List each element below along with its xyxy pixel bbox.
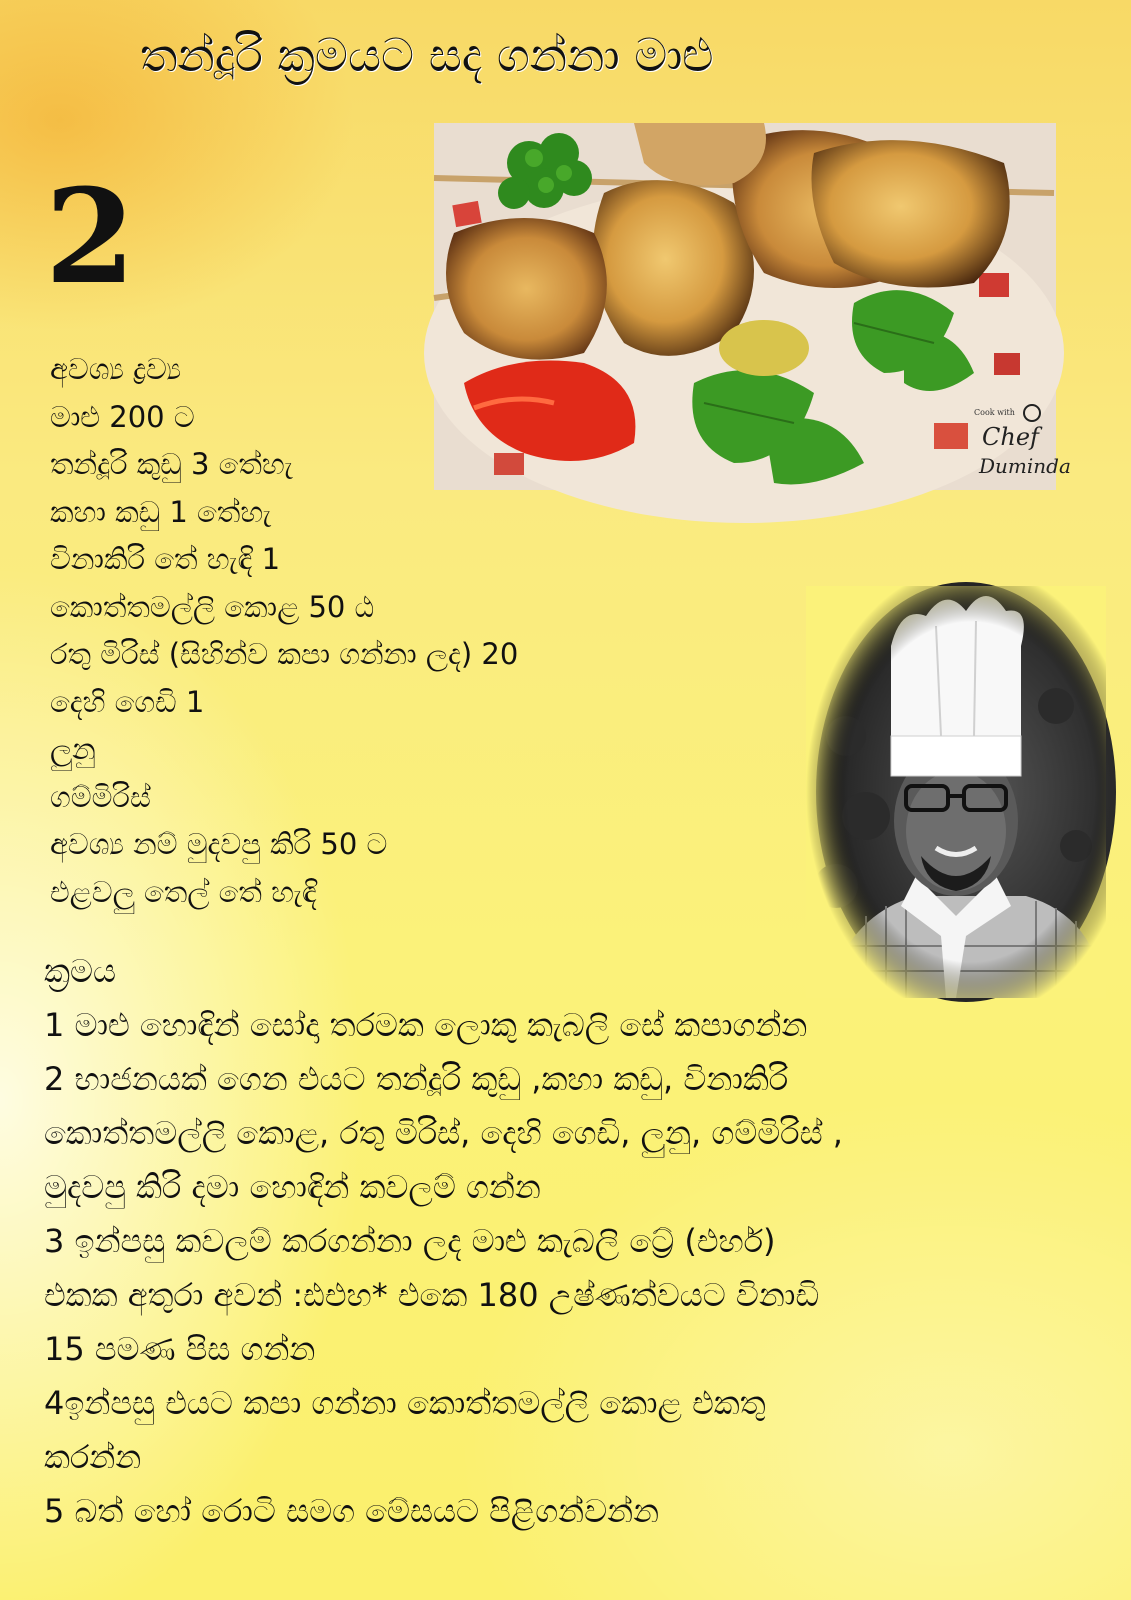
ingredient-item: තන්දූරි කුඩු 3 තේහැ <box>50 447 293 481</box>
ingredient-item: මාළු 200 ට <box>50 399 195 434</box>
method-step-line: 5 බත් හෝ රොටි සමග මේසයට පිළිගන්වන්න <box>44 1492 660 1530</box>
svg-text:Chef: Chef <box>982 423 1039 451</box>
ingredient-item: ගම්මිරිස් <box>50 779 151 814</box>
ingredient-item: රතු මිරිස් (සිහින්ව කපා ගන්නා ලද) 20 <box>50 637 519 671</box>
method-heading: ක්‍රමය <box>44 952 117 990</box>
ingredients-heading: අවශ්‍ය ද්‍රව්‍ය <box>50 352 182 386</box>
method-step-line: 15 පමණ පිස ගන්න <box>44 1330 316 1368</box>
ingredients-list <box>50 346 810 916</box>
recipe-number: 2 <box>45 160 136 313</box>
method-step-line: එකක අතුරා අවන් :ඪඑහ* එකෙ 180 උෂ්ණත්වයට විනාඩි <box>44 1276 820 1314</box>
ingredient-item: විනාකිරි තේ හැඳි 1 <box>50 542 281 576</box>
ingredient-item: කොත්තමල්ලි කොළ 50 ඨ <box>50 589 375 624</box>
method-step-line: 4ඉන්පසු එයට කපා ගන්නා කොත්තමල්ලි කොළ එකතු <box>44 1384 766 1422</box>
method-step-line: 3 ඉන්පසු කවලම් කරගන්නා ලද මාළු කැබලි ට්‍රේ (එර්හ) <box>44 1222 776 1260</box>
ingredient-item: දෙහි ගෙඩි 1 <box>50 684 205 719</box>
method-step-line: මුදවපු කිරි දමා හොඳින් කවලම් ගන්න <box>44 1168 541 1206</box>
chef-portrait <box>806 586 1106 998</box>
method-step-line: කොත්තමල්ලි කොළ, රතු මිරිස්, දෙහි ගෙඩි, ලුනු, ගම්මිරිස් , <box>44 1114 843 1152</box>
ingredient-item: අවශ්‍ය නම් මුදවපු කිරි 50 ට <box>50 827 388 861</box>
ingredient-item: එළවලු තෙල් තේ හැඳි <box>50 874 317 909</box>
method-section <box>44 944 1114 1538</box>
method-step-line: 1 මාළු හොඳින් සෝදා තරමක ලොකු කැබලි සේ කපාගන්න <box>44 1006 808 1044</box>
ingredient-item: ලුනු <box>50 732 96 766</box>
method-step-line: 2 භාජනයක් ගෙන එයට තන්දූරි කුඩු ,කහා කඩු, විනාකිරි <box>44 1060 789 1098</box>
ingredient-item: කහා කඩු 1 තේහැ <box>50 494 272 529</box>
watermark-small: Cook with <box>974 408 1015 417</box>
page-title: තන්දූරි ක්‍රමයට සද ගන්නා මාළු <box>140 28 714 82</box>
method-step-line: කරන්න <box>44 1438 142 1476</box>
svg-text:Duminda: Duminda <box>979 454 1071 478</box>
